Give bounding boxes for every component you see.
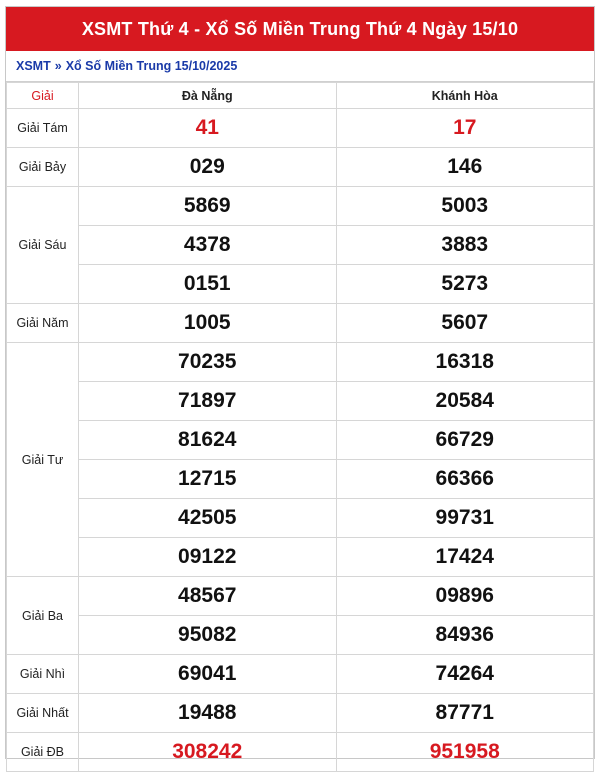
result-number: 84936	[336, 616, 594, 655]
results-card	[5, 6, 595, 763]
result-number: 70235	[79, 343, 337, 382]
prize-label: Giải Nhất	[7, 694, 79, 733]
special-prize-number: 951958	[336, 733, 594, 772]
table-row	[7, 109, 594, 148]
result-number: 87771	[336, 694, 594, 733]
result-number: 20584	[336, 382, 594, 421]
breadcrumb	[6, 51, 594, 82]
table-row	[7, 148, 594, 187]
prize-label: Giải Năm	[7, 304, 79, 343]
province-header-da-nang[interactable]: Đà Nẵng	[79, 83, 337, 109]
special-prize-number: 308242	[79, 733, 337, 772]
prize-label: Giải Sáu	[7, 187, 79, 304]
result-number: 5273	[336, 265, 594, 304]
result-number: 5003	[336, 187, 594, 226]
table-row	[7, 733, 594, 772]
table-row	[7, 382, 594, 421]
result-number: 09122	[79, 538, 337, 577]
table-row	[7, 226, 594, 265]
result-number: 12715	[79, 460, 337, 499]
result-number: 81624	[79, 421, 337, 460]
breadcrumb-separator: »	[54, 59, 62, 73]
result-number: 16318	[336, 343, 594, 382]
result-number: 66366	[336, 460, 594, 499]
table-row	[7, 343, 594, 382]
result-number: 0151	[79, 265, 337, 304]
result-number: 5607	[336, 304, 594, 343]
page-title: XSMT Thứ 4 - Xổ Số Miền Trung Thứ 4 Ngày 15/10	[6, 7, 594, 51]
result-number: 3883	[336, 226, 594, 265]
result-number: 19488	[79, 694, 337, 733]
table-row	[7, 499, 594, 538]
table-row	[7, 616, 594, 655]
result-number: 029	[79, 148, 337, 187]
results-table	[6, 82, 594, 772]
prize-label: Giải Ba	[7, 577, 79, 655]
province-header-khanh-hoa[interactable]: Khánh Hòa	[336, 83, 594, 109]
table-row	[7, 460, 594, 499]
result-number: 09896	[336, 577, 594, 616]
result-number: 42505	[79, 499, 337, 538]
table-row	[7, 577, 594, 616]
table-row	[7, 694, 594, 733]
table-row	[7, 538, 594, 577]
result-number: 74264	[336, 655, 594, 694]
breadcrumb-current[interactable]: Xổ Số Miền Trung 15/10/2025	[65, 59, 238, 73]
table-row	[7, 655, 594, 694]
result-number: 48567	[79, 577, 337, 616]
result-number: 5869	[79, 187, 337, 226]
result-number: 99731	[336, 499, 594, 538]
prize-label: Giải Bảy	[7, 148, 79, 187]
table-row	[7, 304, 594, 343]
prize-label: Giải Nhì	[7, 655, 79, 694]
result-number: 17	[336, 109, 594, 148]
prize-label: Giải Tư	[7, 343, 79, 577]
result-number: 95082	[79, 616, 337, 655]
result-number: 1005	[79, 304, 337, 343]
result-number: 71897	[79, 382, 337, 421]
breadcrumb-home-link[interactable]: XSMT	[16, 59, 51, 73]
table-row	[7, 265, 594, 304]
result-number: 4378	[79, 226, 337, 265]
result-number: 66729	[336, 421, 594, 460]
result-number: 146	[336, 148, 594, 187]
table-header-row	[7, 83, 594, 109]
prize-column-header: Giải	[7, 83, 79, 109]
table-row	[7, 421, 594, 460]
prize-label: Giải Tám	[7, 109, 79, 148]
result-number: 41	[79, 109, 337, 148]
table-row	[7, 187, 594, 226]
result-number: 17424	[336, 538, 594, 577]
prize-label: Giải ĐB	[7, 733, 79, 772]
result-number: 69041	[79, 655, 337, 694]
